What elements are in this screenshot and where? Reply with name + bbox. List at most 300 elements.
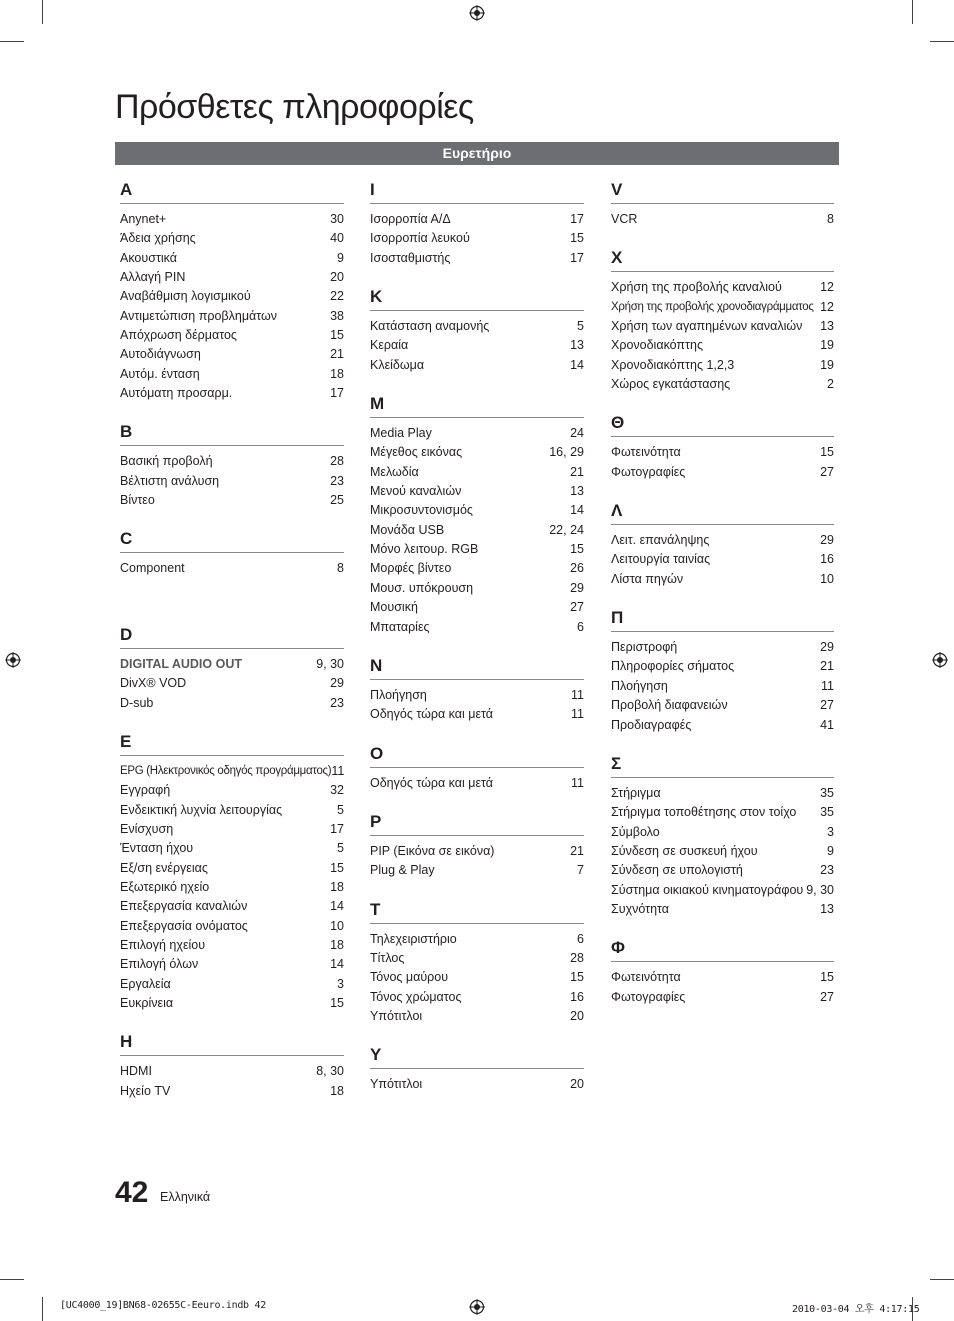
index-group (611, 606, 834, 735)
index-entry-page: 38 (330, 308, 344, 323)
index-entry (370, 842, 584, 861)
index-entry (120, 345, 344, 364)
index-column-1 (120, 178, 344, 1118)
index-entry-term: Εξωτερικό ηχείο (120, 879, 210, 894)
index-entry-page: 17 (330, 386, 344, 401)
index-entry (120, 955, 344, 974)
index-entry (611, 210, 834, 229)
index-entry-page: 20 (330, 270, 344, 285)
index-entry (370, 1075, 584, 1094)
index-letter-heading: Π (611, 606, 834, 632)
index-entry-term: Στήριγμα τοποθέτησης στον τοίχο (611, 805, 797, 820)
index-group (120, 178, 344, 403)
index-entry-page: 15 (330, 860, 344, 875)
index-entry-term: Λειτ. επανάληψης (611, 533, 710, 548)
index-entry (611, 570, 834, 589)
index-letter-heading: P (370, 810, 584, 836)
index-group (370, 810, 584, 881)
index-entry-term: Υπότιτλοι (370, 1077, 423, 1092)
index-entry-term: Χρήση των αγαπημένων καναλιών (611, 319, 803, 334)
index-entry-page: 29 (570, 580, 584, 595)
index-entry-page: 17 (570, 212, 584, 226)
crop-mark (42, 1297, 43, 1321)
index-entry-term: D-sub (120, 695, 154, 710)
index-entry-page: 29 (820, 640, 834, 655)
index-letter-heading: B (120, 420, 344, 446)
index-entry-page: 13 (570, 338, 584, 353)
index-letter-heading: T (370, 898, 584, 924)
index-letter-heading: H (120, 1030, 344, 1056)
index-entry-term: Απόχρωση δέρματος (120, 328, 237, 343)
index-group (370, 742, 584, 793)
index-entry-page: 10 (820, 571, 834, 586)
index-letter-heading: Λ (611, 499, 834, 525)
index-entry (370, 443, 584, 462)
index-entry-page: 3 (337, 976, 344, 991)
index-entry-term: Χρήση της προβολής καναλιού (611, 280, 782, 295)
footer-timestamp: 2010-03-04 오후 4:17:15 (792, 1304, 920, 1315)
index-entry (611, 823, 834, 842)
index-entry-term: Επεξεργασία καναλιών (120, 899, 248, 914)
index-entry-page: 16 (820, 552, 834, 567)
index-entry-page: 29 (820, 533, 834, 548)
index-entry-term: Οδηγός τώρα και μετά (370, 707, 493, 722)
index-entry-term: Ακουστικά (120, 250, 177, 265)
index-entry (370, 705, 584, 724)
index-entry-term: Σύνδεση σε συσκευή ήχου (611, 843, 758, 858)
index-entry-term: Anynet+ (120, 212, 167, 226)
index-entry-page: 15 (330, 328, 344, 343)
registration-mark-icon (932, 652, 948, 668)
index-group (120, 420, 344, 510)
index-entry (611, 968, 834, 987)
index-entry-page: 21 (330, 347, 344, 362)
index-entry-page: 9 (337, 250, 344, 265)
index-entry-term: Κεραία (370, 338, 409, 353)
index-entry (120, 781, 344, 800)
index-entry (120, 694, 344, 713)
index-entry-term: Τόνος μαύρου (370, 970, 449, 985)
index-entry-page: 12 (820, 280, 834, 295)
index-entry-page: 17 (330, 821, 344, 836)
index-entry (611, 677, 834, 696)
index-letter-heading: D (120, 623, 344, 649)
index-letter-heading: Y (370, 1043, 584, 1069)
index-entry (370, 686, 584, 705)
index-entry-page: 23 (330, 695, 344, 710)
index-entry-term: EPG (Ηλεκτρονικός οδηγός προγράμματος) (120, 764, 332, 777)
index-group (611, 936, 834, 1007)
index-entry-page: 14 (330, 899, 344, 914)
index-letter-heading: Φ (611, 936, 834, 962)
index-letter-heading: A (120, 178, 344, 204)
index-entry-term: VCR (611, 212, 638, 226)
index-entry-page: 21 (820, 659, 834, 674)
registration-mark-icon (5, 652, 21, 668)
index-entry-page: 29 (330, 676, 344, 691)
index-entry-page: 13 (820, 901, 834, 916)
index-entry-term: Εξ/ση ενέργειας (120, 860, 208, 875)
index-entry-page: 5 (337, 802, 344, 817)
index-entry-page: 21 (570, 464, 584, 479)
index-group (120, 730, 344, 1013)
index-entry (611, 463, 834, 482)
index-group (611, 499, 834, 589)
index-group (370, 654, 584, 725)
index-entry (370, 774, 584, 793)
index-entry (611, 298, 834, 317)
index-entry (370, 424, 584, 443)
index-entry-page: 24 (570, 426, 584, 441)
index-entry (370, 463, 584, 482)
index-entry-term: Μικροσυντονισμός (370, 503, 473, 518)
index-entry-page: 9, 30 (806, 882, 834, 897)
index-entry (120, 1082, 344, 1101)
index-entry-page: 32 (330, 783, 344, 798)
index-entry (370, 482, 584, 501)
index-entry-term: Μουσική (370, 600, 418, 615)
index-entry-page: 3 (827, 824, 834, 839)
index-entry-term: Μόνο λειτουρ. RGB (370, 542, 479, 557)
index-entry (370, 988, 584, 1007)
index-entry-page: 8 (827, 212, 834, 226)
index-entry-page: 9, 30 (316, 656, 344, 671)
index-entry (370, 317, 584, 336)
index-entry (120, 674, 344, 693)
index-letter-heading: M (370, 392, 584, 418)
index-entry-term: Αυτόματη προσαρμ. (120, 386, 233, 401)
index-entry-term: Μέγεθος εικόνας (370, 445, 463, 460)
index-letter-heading: Σ (611, 752, 834, 778)
index-entry (120, 229, 344, 248)
index-entry-page: 26 (570, 561, 584, 576)
index-letter-heading: X (611, 246, 834, 272)
index-entry-term: Component (120, 561, 185, 576)
index-entry (120, 249, 344, 268)
index-entry (370, 540, 584, 559)
index-entry-term: Plug & Play (370, 863, 435, 878)
index-entry (611, 550, 834, 569)
index-entry-term: Πλοήγηση (611, 678, 668, 693)
index-entry-page: 14 (570, 503, 584, 518)
footer-file-info: [UC4000_19]BN68-02655C-Eeuro.indb 42 (60, 1300, 266, 1311)
index-letter-heading: I (370, 178, 584, 204)
index-entry-page: 14 (330, 957, 344, 972)
index-entry (370, 968, 584, 987)
index-entry-term: Αυτόμ. ένταση (120, 366, 200, 381)
index-entry-term: Συχνότητα (611, 901, 670, 916)
index-entry-term: Περιστροφή (611, 640, 678, 655)
index-entry (120, 839, 344, 858)
index-entry-page: 5 (577, 319, 584, 334)
index-entry-term: Φωτογραφίες (611, 989, 686, 1004)
crop-mark (930, 1279, 954, 1280)
index-entry-term: Μενού καναλιών (370, 484, 462, 499)
index-entry-page: 15 (570, 970, 584, 985)
index-entry-page: 25 (330, 493, 344, 508)
index-entry-page: 11 (571, 775, 584, 790)
index-entry-page: 11 (821, 678, 834, 693)
index-entry (611, 861, 834, 880)
index-entry-page: 27 (820, 464, 834, 479)
index-entry-page: 40 (330, 231, 344, 246)
index-entry-term: Επιλογή ηχείου (120, 937, 206, 952)
index-entry-term: Αντιμετώπιση προβλημάτων (120, 308, 278, 323)
index-entry-term: Επιλογή όλων (120, 957, 199, 972)
index-group (370, 392, 584, 637)
index-entry-page: 19 (820, 357, 834, 372)
index-entry (120, 878, 344, 897)
index-entry-page: 14 (570, 357, 584, 372)
index-entry (611, 842, 834, 861)
index-entry (611, 657, 834, 676)
index-entry-page: 17 (570, 250, 584, 265)
index-entry-term: Χρήση της προβολής χρονοδιαγράμματος (611, 300, 814, 313)
index-entry-page: 15 (820, 970, 834, 985)
index-entry-page: 15 (820, 445, 834, 460)
index-group (611, 246, 834, 394)
index-entry-page: 7 (577, 863, 584, 878)
index-entry-term: Βέλτιστη ανάλυση (120, 473, 220, 488)
index-entry-term: Σύμβολο (611, 824, 660, 839)
index-entry-term: Ισορροπία λευκού (370, 231, 470, 246)
index-group (370, 1043, 584, 1094)
registration-mark-icon (469, 1299, 485, 1315)
index-entry (611, 784, 834, 803)
index-group (370, 285, 584, 375)
index-entry-term: Βασική προβολή (120, 454, 213, 469)
index-entry-page: 23 (820, 863, 834, 878)
index-entry (370, 249, 584, 268)
crop-mark (912, 0, 913, 24)
index-entry-page: 5 (337, 841, 344, 856)
index-entry (120, 559, 344, 578)
index-entry-term: Χώρος εγκατάστασης (611, 377, 731, 392)
index-group (611, 752, 834, 919)
index-entry-page: 18 (330, 879, 344, 894)
index-entry-term: Τίτλος (370, 950, 405, 965)
index-entry (611, 336, 834, 355)
crop-mark (0, 1279, 24, 1280)
index-entry-term: Πλοήγηση (370, 687, 427, 702)
index-entry-page: 28 (570, 950, 584, 965)
index-entry (370, 1007, 584, 1026)
index-entry (120, 859, 344, 878)
index-entry-page: 22, 24 (549, 522, 584, 537)
index-entry (120, 268, 344, 287)
index-entry (370, 598, 584, 617)
index-entry (611, 356, 834, 375)
index-entry-term: Μπαταρίες (370, 619, 430, 634)
index-entry-page: 15 (570, 231, 584, 246)
index-entry-term: Κλείδωμα (370, 357, 425, 372)
page-number: 42 (115, 1176, 149, 1209)
index-entry-term: Εργαλεία (120, 976, 171, 991)
index-entry-term: Μονάδα USB (370, 522, 445, 537)
index-entry (120, 801, 344, 820)
index-entry (370, 949, 584, 968)
index-entry (370, 618, 584, 637)
index-entry (120, 365, 344, 384)
index-entry-term: Ευκρίνεια (120, 995, 174, 1010)
index-entry (611, 696, 834, 715)
index-entry (370, 229, 584, 248)
index-entry-page: 12 (820, 299, 834, 314)
index-group (120, 1030, 344, 1101)
index-entry-page: 8, 30 (316, 1064, 344, 1079)
index-group (120, 527, 344, 578)
index-entry-term: Μορφές βίντεο (370, 561, 452, 576)
index-letter-heading: N (370, 654, 584, 680)
index-letter-heading: Θ (611, 411, 834, 437)
index-entry (370, 356, 584, 375)
index-entry-term: Χρονοδιακόπτης 1,2,3 (611, 357, 735, 372)
index-entry (370, 521, 584, 540)
index-entry (611, 278, 834, 297)
index-entry-term: Σύστημα οικιακού κινηματογράφου (611, 882, 804, 897)
index-entry-term: Media Play (370, 426, 432, 441)
index-entry-term: Κατάσταση αναμονής (370, 319, 490, 334)
index-entry (370, 579, 584, 598)
index-entry (120, 1062, 344, 1081)
index-column-3 (611, 178, 834, 1024)
index-entry-page: 15 (570, 542, 584, 557)
index-entry (120, 917, 344, 936)
index-entry-term: Ενίσχυση (120, 821, 174, 836)
index-entry-term: Ενδεικτική λυχνία λειτουργίας (120, 802, 283, 817)
index-entry-term: Επεξεργασία ονόματος (120, 918, 248, 933)
index-letter-heading: K (370, 285, 584, 311)
index-entry (120, 994, 344, 1013)
index-entry (611, 803, 834, 822)
index-entry-term: Λειτουργία ταινίας (611, 552, 711, 567)
index-entry (370, 336, 584, 355)
index-entry-term: Εγγραφή (120, 783, 171, 798)
index-entry (611, 881, 834, 900)
index-entry-term: Ένταση ήχου (120, 841, 194, 856)
index-entry (120, 452, 344, 471)
index-entry-page: 16, 29 (549, 445, 584, 460)
index-entry-page: 2 (827, 377, 834, 392)
index-entry (370, 501, 584, 520)
index-letter-heading: O (370, 742, 584, 768)
index-letter-heading: C (120, 527, 344, 553)
index-entry (611, 988, 834, 1007)
index-entry-term: Αλλαγή PIN (120, 270, 186, 285)
index-entry (370, 559, 584, 578)
index-entry-term: Τόνος χρώματος (370, 989, 462, 1004)
index-entry-term: DIGITAL AUDIO OUT (120, 656, 242, 671)
index-entry (611, 531, 834, 550)
index-entry-term: DivX® VOD (120, 676, 187, 691)
index-entry (370, 930, 584, 949)
index-entry-term: Στήριγμα (611, 785, 661, 800)
index-entry-page: 28 (330, 454, 344, 469)
index-entry (370, 861, 584, 880)
index-entry-page: 20 (570, 1008, 584, 1023)
index-entry-page: 18 (330, 1083, 344, 1098)
index-entry (611, 900, 834, 919)
index-entry (120, 936, 344, 955)
index-entry-term: Τηλεχειριστήριο (370, 931, 457, 946)
index-entry-page: 8 (337, 561, 344, 576)
index-entry-page: 15 (330, 995, 344, 1010)
index-entry (611, 638, 834, 657)
index-entry-term: Φωτογραφίες (611, 464, 686, 479)
index-entry-page: 19 (820, 338, 834, 353)
index-entry (611, 375, 834, 394)
index-entry-page: 41 (820, 717, 834, 732)
index-entry (120, 975, 344, 994)
index-entry-term: Βίντεο (120, 493, 155, 508)
index-entry-term: Ηχείο TV (120, 1083, 171, 1098)
index-entry (120, 762, 344, 781)
index-entry (370, 210, 584, 229)
index-entry-page: 10 (330, 918, 344, 933)
index-letter-heading: E (120, 730, 344, 756)
index-entry-page: 11 (571, 707, 584, 722)
index-entry-term: Μουσ. υπόκρουση (370, 580, 474, 595)
index-entry-page: 13 (820, 319, 834, 334)
index-entry-term: HDMI (120, 1064, 152, 1079)
index-entry-page: 30 (330, 212, 344, 226)
index-entry-term: Αναβάθμιση λογισμικού (120, 289, 251, 304)
index-entry (120, 655, 344, 674)
index-entry-page: 23 (330, 473, 344, 488)
index-entry-term: PIP (Εικόνα σε εικόνα) (370, 843, 495, 858)
index-entry-term: Φωτεινότητα (611, 970, 681, 985)
index-entry-page: 6 (577, 931, 584, 946)
index-column-2 (370, 178, 584, 1112)
index-entry-page: 11 (571, 687, 584, 702)
index-entry-page: 20 (570, 1077, 584, 1092)
index-entry-page: 35 (820, 785, 834, 800)
index-group (611, 411, 834, 482)
page-title: Πρόσθετες πληροφορίες (115, 88, 474, 126)
index-entry-page: 18 (330, 937, 344, 952)
index-entry (120, 326, 344, 345)
index-entry (120, 820, 344, 839)
index-entry-page: 27 (820, 698, 834, 713)
index-entry (120, 210, 344, 229)
registration-mark-icon (469, 5, 485, 21)
index-entry-term: Πληροφορίες σήματος (611, 659, 735, 674)
index-entry-page: 6 (577, 619, 584, 634)
index-entry-page: 11 (331, 763, 345, 778)
index-entry-page: 35 (820, 805, 834, 820)
index-group (370, 178, 584, 268)
index-entry-page: 18 (330, 366, 344, 381)
index-entry-term: Προβολή διαφανειών (611, 698, 728, 713)
index-entry (611, 716, 834, 735)
index-entry-page: 13 (570, 484, 584, 499)
index-entry (611, 317, 834, 336)
section-title-bar: Ευρετήριο (115, 142, 839, 165)
index-entry-term: Φωτεινότητα (611, 445, 681, 460)
index-group (611, 178, 834, 229)
index-entry-page: 22 (330, 289, 344, 304)
crop-mark (0, 41, 24, 42)
index-group (370, 898, 584, 1027)
index-entry-term: Μελωδία (370, 464, 419, 479)
crop-mark (930, 41, 954, 42)
index-entry (120, 897, 344, 916)
index-entry (120, 287, 344, 306)
index-entry-page: 16 (570, 989, 584, 1004)
index-entry-term: Άδεια χρήσης (120, 231, 196, 246)
index-entry-term: Ισορροπία Α/Δ (370, 212, 451, 226)
index-entry (120, 384, 344, 403)
